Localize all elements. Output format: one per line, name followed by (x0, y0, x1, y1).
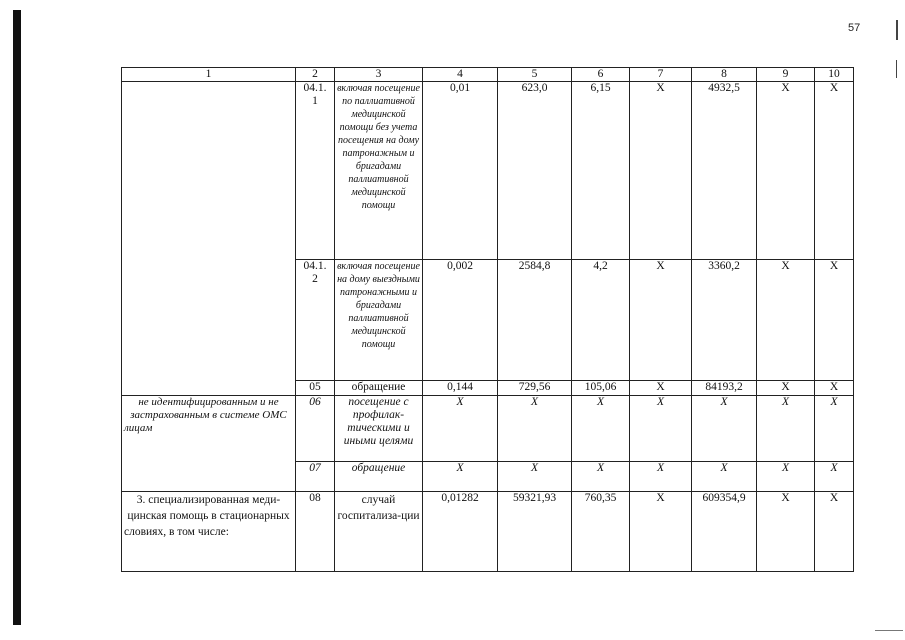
row-description: включая посещение по паллиативной медицинской помощи без учета посещения на дому патронажным и бригадами паллиативной медицинской помощи (335, 82, 423, 260)
cell-value: X (757, 492, 815, 572)
cell-value: 4932,5 (692, 82, 757, 260)
table-row-06 (122, 396, 854, 462)
table-row-08 (122, 492, 854, 572)
cell-value: 84193,2 (692, 381, 757, 396)
header-cell: 1 (122, 68, 296, 82)
group-label-cell: 3. специализированная меди-цинская помощь в стационарных словиях, в том числе: (122, 492, 296, 572)
cell-value: X (630, 260, 692, 381)
group-label-cell: не идентифицированным и не застрахованным в системе ОМС лицам (122, 396, 296, 492)
cell-value: 59321,93 (498, 492, 572, 572)
page-number: 57 (848, 22, 861, 34)
header-cell: 4 (423, 68, 498, 82)
row-code: 08 (296, 492, 335, 572)
cell-value: X (630, 396, 692, 462)
row-code (296, 82, 335, 260)
header-cell: 7 (630, 68, 692, 82)
header-cell: 3 (335, 68, 423, 82)
header-cell: 8 (692, 68, 757, 82)
row-code (296, 260, 335, 381)
cell-value: X (630, 492, 692, 572)
cell-value: 729,56 (498, 381, 572, 396)
row-code-part: 04.1. (303, 260, 327, 272)
cell-value: 3360,2 (692, 260, 757, 381)
cell-value: X (757, 381, 815, 396)
cell-value: 105,06 (572, 381, 630, 396)
cell-value: 0,144 (423, 381, 498, 396)
cell-value: X (757, 260, 815, 381)
cell-value: X (498, 396, 572, 462)
cell-value: X (572, 462, 630, 492)
scan-edge-bar (13, 10, 21, 625)
cell-value: X (692, 462, 757, 492)
cell-value: 623,0 (498, 82, 572, 260)
cell-value: 0,01282 (423, 492, 498, 572)
row-code: 05 (296, 381, 335, 396)
header-cell: 10 (815, 68, 854, 82)
header-cell: 5 (498, 68, 572, 82)
cell-value: X (630, 82, 692, 260)
row-description: случай госпитализа-ции (335, 492, 423, 572)
header-cell: 9 (757, 68, 815, 82)
row-description: включая посещение на дому выездными патронажными и бригадами паллиативной медицинской помощи (335, 260, 423, 381)
cell-value: X (815, 396, 854, 462)
cell-value: 6,15 (572, 82, 630, 260)
cell-value: X (692, 396, 757, 462)
cell-value: X (423, 462, 498, 492)
group-label-cell (122, 82, 296, 396)
header-cell: 6 (572, 68, 630, 82)
cell-value: X (630, 462, 692, 492)
header-row (122, 68, 854, 82)
row-code-part: 1 (312, 95, 318, 107)
row-code: 07 (296, 462, 335, 492)
cell-value: 0,01 (423, 82, 498, 260)
cell-value: X (757, 462, 815, 492)
header-cell: 2 (296, 68, 335, 82)
cell-value: 760,35 (572, 492, 630, 572)
cell-value: 609354,9 (692, 492, 757, 572)
scan-edge-mark (896, 20, 898, 40)
scan-corner-mark (875, 630, 903, 631)
row-description: обращение (335, 381, 423, 396)
row-description: обращение (335, 462, 423, 492)
row-code: 06 (296, 396, 335, 462)
cell-value: X (757, 82, 815, 260)
cell-value: 0,002 (423, 260, 498, 381)
row-description: посещение с профилак-тическими и иными целями (335, 396, 423, 462)
cell-value: X (815, 82, 854, 260)
row-code-part: 04.1. (303, 82, 327, 94)
cell-value: 4,2 (572, 260, 630, 381)
cell-value: 2584,8 (498, 260, 572, 381)
cell-value: X (815, 492, 854, 572)
cell-value: X (815, 462, 854, 492)
cell-value: X (423, 396, 498, 462)
cell-value: X (572, 396, 630, 462)
cell-value: X (630, 381, 692, 396)
cell-value: X (757, 396, 815, 462)
row-code-part: 2 (312, 273, 318, 285)
cell-value: X (498, 462, 572, 492)
cell-value: X (815, 260, 854, 381)
scan-edge-mark (896, 60, 897, 78)
tariff-table (121, 67, 854, 572)
cell-value: X (815, 381, 854, 396)
table-row-04-1-1 (122, 82, 854, 260)
